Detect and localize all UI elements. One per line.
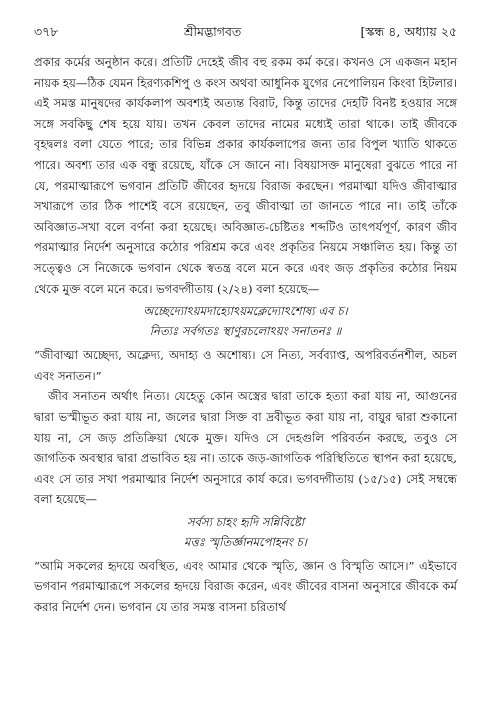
sanskrit-verse-1 <box>34 301 457 341</box>
sanskrit-verse-2 <box>34 512 457 552</box>
chapter-info: [স্কন্ধ ৪, অধ্যায় ২৫ <box>360 24 457 39</box>
paragraph-1: প্রকার কর্মের অনুষ্ঠান করে। প্রতিটি দেহেই জীব বহু রকম কর্ম করে। কখনও সে একজন মহান নায়ক হয়—ঠিক যেমন হিরণ্যকশিপু ও কংস অথবা আধুনিক যুগের নেপোলিয়ন কিংবা হিটলার। এই সমস্ত মানুষদের কার্যকলাপ অবশ্যই অত্যন্ত বিরাট, কিন্তু তাদের দেহটি বিনষ্ট হওয়ার সঙ্গে সঙ্গে সবকিছু শেষ হয়ে যায়। তখন কেবল তাদের নামের মধ্যেই তারা থাকে। তাই জীবকে বৃহদ্বলঃ বলা যেতে পারে; তার বিভিন্ন প্রকার কার্যকলাপের জন্য তার বিপুল খ্যাতি থাকতে পারে। অবশ্য তার এক বন্ধু রয়েছে, যাঁকে সে জানে না। বিষয়াসক্ত মানুষেরা বুঝতে পারে না যে, পরমাত্মারূপে ভগবান প্রতিটি জীবের হৃদয়ে বিরাজ করছেন। পরমাত্মা যদিও জীবাত্মার সখারূপে তার ঠিক পাশেই বসে রয়েছেন, তবু জীবাত্মা তা জানতে পারে না। তাই তাঁকে অবিজ্ঞাত-সখা বলে বর্ণনা করা হয়েছে। অবিজ্ঞাত-চেষ্টিতঃ শব্দটিও তাৎপর্যপূর্ণ, কারণ জীব পরমাত্মার নির্দেশ অনুসারে কঠোর পরিশ্রম করে এবং প্রকৃতির নিয়মে সঞ্চালিত হয়। কিন্তু তা সত্ত্বেও সে নিজেকে ভগবান থেকে স্বতন্ত্র বলে মনে করে এবং জড় প্রকৃতির কঠোর নিয়ম থেকে মুক্ত বলে মনে করে। ভগবদ্গীতায় (২/২৪) বলা হয়েছে— <box>34 55 457 296</box>
translation-quote-1: “জীবাত্মা অচ্ছেদ্য, অক্লেদ্য, অদাহ্য ও অশোষ্য। সে নিত্য, সর্বব্যাপ্ত, অপরিবর্তনশীল, অচল এবং সনাতন।” <box>34 348 457 383</box>
book-page <box>34 24 457 618</box>
translation-quote-2: “আমি সকলের হৃদয়ে অবস্থিত, এবং আমার থেকে স্মৃতি, জ্ঞান ও বিস্মৃতি আসে।” এইভাবে ভগবান পরমাত্মারূপে সকলের হৃদয়ে বিরাজ করেন, এবং জীবের বাসনা অনুসারে জীবকে কর্ম করার নির্দেশ দেন। ভগবান যে তার সমস্ত বাসনা চরিতার্থ <box>34 558 457 615</box>
running-header <box>34 24 457 46</box>
verse-1-line-1: অচ্ছেদ্যোঽয়মদাহ্যোঽয়মক্লেদ্যোঽশোষ্য এব চ। <box>143 304 348 319</box>
verse-1-line-2: নিত্যঃ সর্বগতঃ স্থাণুরচলোঽয়ং সনাতনঃ ॥ <box>149 324 342 339</box>
verse-2-line-1: সর্বস্য চাহং হৃদি সন্নিবিষ্টো <box>186 514 305 529</box>
book-title: শ্রীমদ্ভাগবত <box>184 24 242 39</box>
paragraph-2: জীব সনাতন অর্থাৎ নিত্য। যেহেতু কোন অস্ত্রের দ্বারা তাকে হত্যা করা যায় না, আগুনের দ্বারা ভস্মীভূত করা যায় না, জলের দ্বারা সিক্ত বা দ্রবীভূত করা যায় না, বায়ুর দ্বারা শুকানো যায় না, সে জড় প্রতিক্রিয়া থেকে মুক্ত। যদিও সে দেহগুলি পরিবর্তন করছে, তবুও সে জাগতিক অবস্থার দ্বারা প্রভাবিত হয় না। তাকে জড়-জাগতিক পরিস্থিতিতে স্থাপন করা হয়েছে, এবং সে তার সখা পরমাত্মার নির্দেশ অনুসারে কার্য করে। ভগবদ্গীতায় (১৫/১৫) সেই সম্বন্ধে বলা হয়েছে— <box>34 389 457 507</box>
verse-2-line-2: মত্তঃ স্মৃতির্জ্ঞানমপোহনং চ। <box>184 534 307 549</box>
page-body <box>34 52 457 618</box>
page-number: ৩৭৮ <box>34 24 59 39</box>
